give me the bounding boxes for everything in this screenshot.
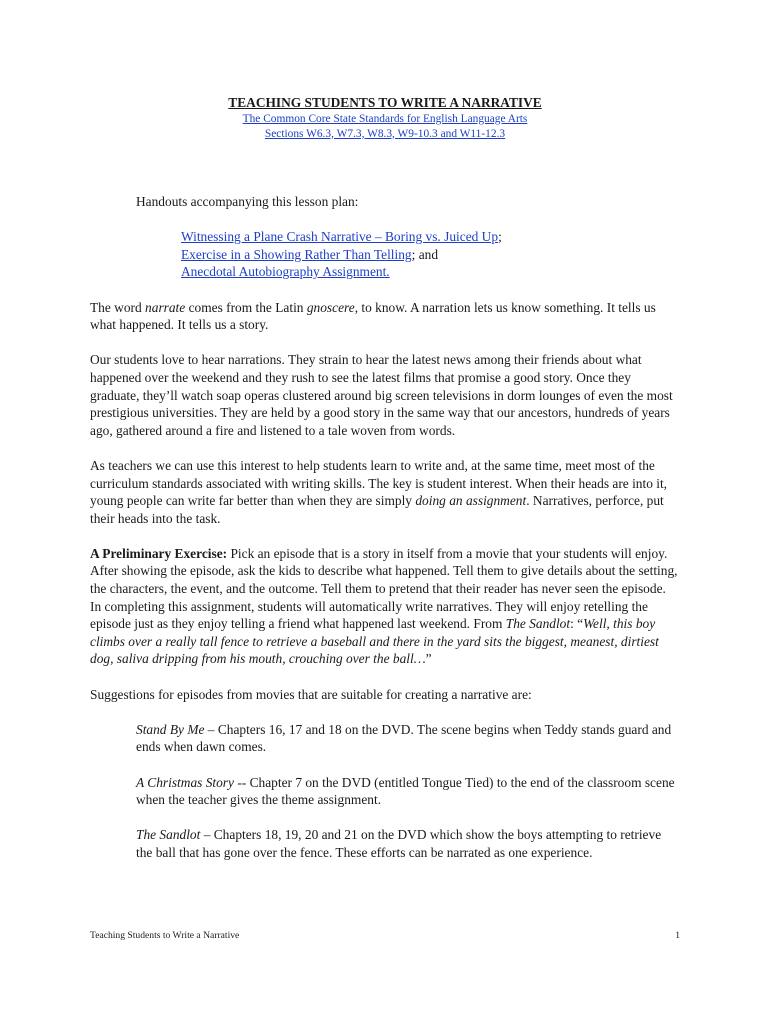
page-footer bbox=[90, 930, 680, 942]
film-quote: Well, this boy climbs over a really tall fence to retrieve a baseball and there in the yard sits the biggest, meanest, dirtiest dog, saliva dripping from his mouth, crouching over the ball… bbox=[90, 616, 659, 667]
handout-link-plane-crash[interactable]: Witnessing a Plane Crash Narrative – Boring vs. Juiced Up bbox=[181, 229, 499, 245]
paragraph-narrate bbox=[90, 299, 680, 334]
handout-item bbox=[181, 228, 680, 246]
document-page bbox=[90, 94, 680, 862]
suggestion-item bbox=[136, 721, 680, 756]
suggestion-text: – Chapters 16, 17 and 18 on the DVD. The scene begins when Teddy stands guard and ends when dawn comes. bbox=[136, 721, 672, 755]
film-title: Stand By Me bbox=[136, 721, 205, 737]
text-span: The word bbox=[90, 299, 146, 315]
text-span: As teachers we can use this interest to help students learn to write and, at the same time, meet most of the curriculum standards associated with writing skills. The key is student interest. When their heads are into it, young people can write far better than when they are simply bbox=[90, 457, 668, 509]
film-title: The Sandlot bbox=[505, 616, 571, 632]
handouts-intro: Handouts accompanying this lesson plan: bbox=[136, 193, 359, 209]
document-title: TEACHING STUDENTS TO WRITE A NARRATIVE bbox=[228, 95, 542, 110]
handout-link-showing-telling[interactable]: Exercise in a Showing Rather Than Telling bbox=[181, 246, 412, 262]
text-span: . Narratives, perforce, put their heads into the task. bbox=[90, 493, 664, 526]
suggestion-item bbox=[136, 826, 680, 861]
handout-item bbox=[181, 263, 680, 281]
emphasis-gnoscere: gnoscere bbox=[306, 299, 355, 315]
paragraph-students-love: Our students love to hear narrations. They strain to hear the latest news among their friends about what happened over the weekend and they rush to see the latest films that promise a good story. Once they graduate, they’ll watch soap operas clustered around big screen televisions in dorm lounges of even the most prestigious universities. They are held by a good story in the same way that our ancestors, hundreds of years ago, gathered around a fire and listened to a tale woven from words. bbox=[90, 352, 673, 438]
suggestion-item bbox=[136, 774, 680, 809]
emphasis-doing-assignment: doing an assignment bbox=[415, 493, 527, 509]
text-span: Pick an episode that is a story in itself from a movie that your students will enjoy. After showing the episode, ask the kids to describe what happened. Tell them to give details about the setting, the characters, the event, and the outcome. Tell them to pretend that their reader has never seen the episode. In completing this assignment, students will automatically write narratives. They will enjoy retelling the episode just as they enjoy telling a friend what happened last weekend. From bbox=[90, 545, 678, 632]
film-title: The Sandlot bbox=[136, 827, 201, 843]
handout-separator: ; and bbox=[411, 246, 439, 262]
text-span: : “ bbox=[570, 616, 584, 632]
suggestion-text: – Chapters 18, 19, 20 and 21 on the DVD which show the boys attempting to retrieve the ball that has gone over the fence. These efforts can be narrated as one experience. bbox=[136, 827, 662, 860]
footer-title: Teaching Students to Write a Narrative bbox=[90, 930, 240, 941]
paragraph-teachers bbox=[90, 457, 680, 527]
suggestion-text: -- Chapter 7 on the DVD (entitled Tongue Tied) to the end of the classroom scene when the teacher gives the theme assignment. bbox=[136, 774, 675, 808]
text-span: comes from the Latin bbox=[185, 299, 307, 315]
page-number: 1 bbox=[675, 930, 680, 941]
text-span: ” bbox=[425, 651, 432, 667]
handout-item bbox=[181, 246, 680, 264]
handout-link-autobiography[interactable]: Anecdotal Autobiography Assignment. bbox=[181, 264, 390, 280]
standards-link[interactable]: The Common Core State Standards for English Language Arts bbox=[242, 112, 528, 125]
sections-link[interactable]: Sections W6.3, W7.3, W8.3, W9-10.3 and W11-12.3 bbox=[264, 127, 506, 140]
paragraph-preliminary-exercise bbox=[90, 545, 680, 668]
preliminary-exercise-heading: A Preliminary Exercise: bbox=[90, 545, 228, 561]
paragraph-suggestions-intro: Suggestions for episodes from movies that are suitable for creating a narrative are: bbox=[90, 686, 532, 702]
handout-separator: ; bbox=[498, 229, 502, 245]
handouts-list bbox=[181, 228, 680, 281]
text-span: , to know. A narration lets us know something. It tells us what happened. It tells us a story. bbox=[90, 299, 656, 333]
film-title: A Christmas Story bbox=[136, 774, 234, 790]
emphasis-narrate: narrate bbox=[145, 299, 186, 315]
